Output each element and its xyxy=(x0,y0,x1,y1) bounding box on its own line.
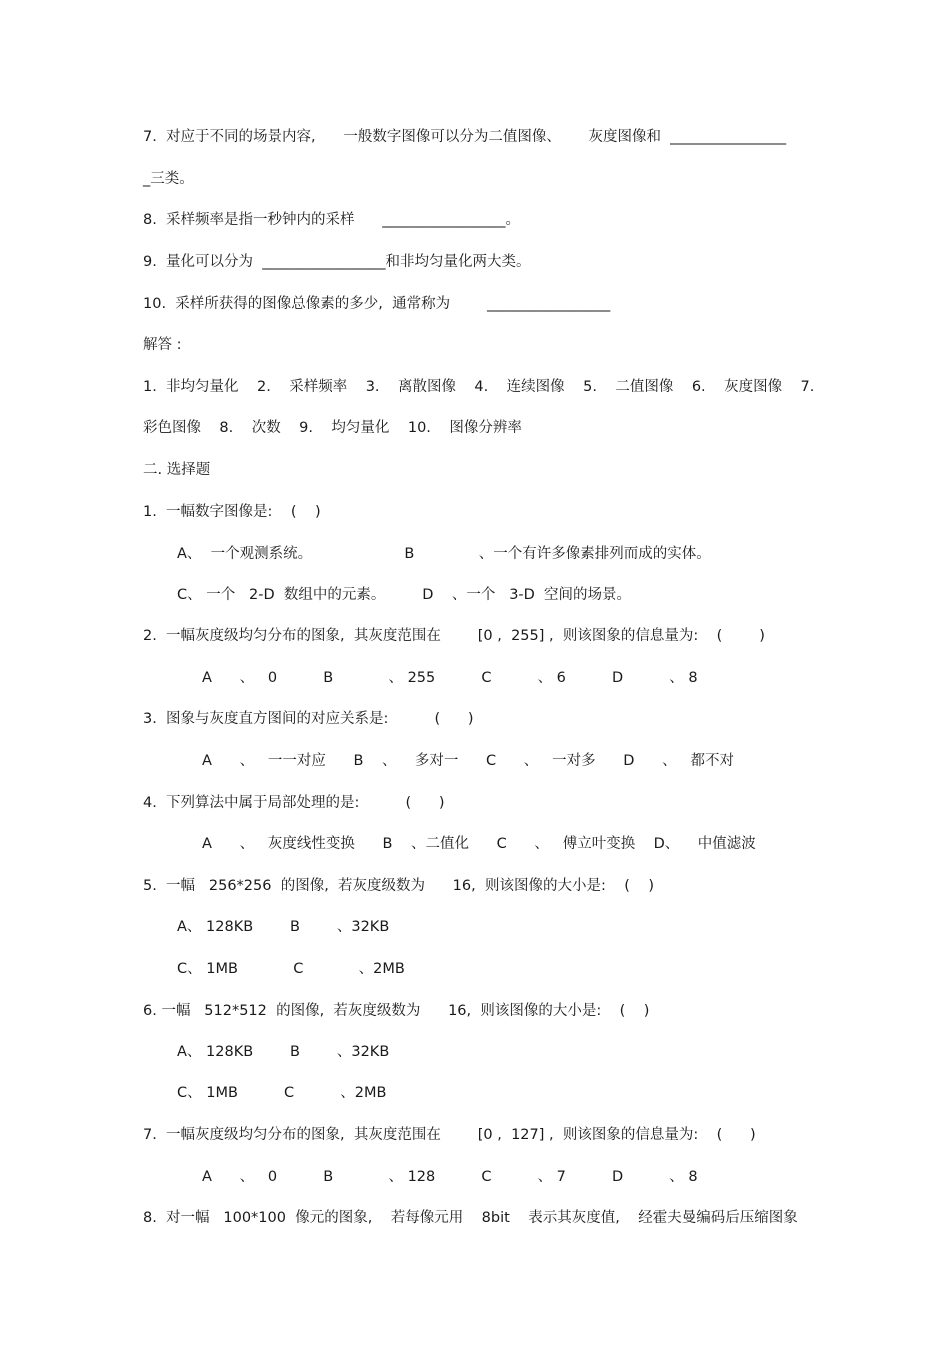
choice-q3: 3. 图象与灰度直方图间的对应关系是: ( ) xyxy=(143,711,474,727)
fill-in-q7-line1: 7. 对应于不同的场景内容, 一般数字图像可以分为二值图像、 灰度图像和 ________________ xyxy=(143,129,787,145)
answers-heading: 解答 : xyxy=(143,337,182,353)
choice-q2: 2. 一幅灰度级均匀分布的图象, 其灰度范围在 [0 , 255] , 则该图象的信息量为: ( ) xyxy=(143,628,765,644)
choice-q2-options: A 、 0 B 、 255 C 、 6 D 、 8 xyxy=(202,670,698,686)
choice-q4-options: A 、 灰度线性变换 B 、二值化 C 、 傅立叶变换 D、 中值滤波 xyxy=(202,836,756,852)
choice-q6: 6. 一幅 512*512 的图像, 若灰度级数为 16, 则该图像的大小是: ( ) xyxy=(143,1003,650,1019)
choice-q1: 1. 一幅数字图像是: ( ) xyxy=(143,504,321,520)
choice-q1-options-cd: C、 一个 2-D 数组中的元素。 D 、一个 3-D 空间的场景。 xyxy=(177,587,632,603)
choice-q4: 4. 下列算法中属于局部处理的是: ( ) xyxy=(143,795,445,811)
fill-in-q7-line2: _三类。 xyxy=(143,171,194,187)
section-heading: 二. 选择题 xyxy=(143,462,211,478)
choice-q6-options-ab: A、 128KB B 、32KB xyxy=(177,1044,390,1060)
choice-q5: 5. 一幅 256*256 的图像, 若灰度级数为 16, 则该图像的大小是: ( ) xyxy=(143,878,655,894)
choice-q7: 7. 一幅灰度级均匀分布的图象, 其灰度范围在 [0 , 127] , 则该图象的信息量为: ( ) xyxy=(143,1127,756,1143)
choice-q8: 8. 对一幅 100*100 像元的图象, 若每像元用 8bit 表示其灰度值, 经霍夫曼编码后压缩图象 xyxy=(143,1210,798,1226)
answers-line1: 1. 非均匀量化 2. 采样频率 3. 离散图像 4. 连续图像 5. 二值图像 6. 灰度图像 7. xyxy=(143,379,815,395)
fill-in-q8: 8. 采样频率是指一秒钟内的采样 _________________。 xyxy=(143,212,520,228)
fill-in-q10: 10. 采样所获得的图像总像素的多少, 通常称为 _________________ xyxy=(143,296,611,312)
choice-q6-options-cd: C、 1MB C 、2MB xyxy=(177,1085,387,1101)
fill-in-q9: 9. 量化可以分为 _________________和非均匀量化两大类。 xyxy=(143,254,531,270)
choice-q7-options: A 、 0 B 、 128 C 、 7 D 、 8 xyxy=(202,1169,698,1185)
choice-q1-options-ab: A、 一个观测系统。 B 、一个有许多像素排列而成的实体。 xyxy=(177,546,711,562)
choice-q3-options: A 、 一一对应 B 、 多对一 C 、 一对多 D 、 都不对 xyxy=(202,753,734,769)
answers-line2: 彩色图像 8. 次数 9. 均匀量化 10. 图像分辨率 xyxy=(143,420,522,436)
choice-q5-options-cd: C、 1MB C 、2MB xyxy=(177,961,405,977)
choice-q5-options-ab: A、 128KB B 、32KB xyxy=(177,919,390,935)
